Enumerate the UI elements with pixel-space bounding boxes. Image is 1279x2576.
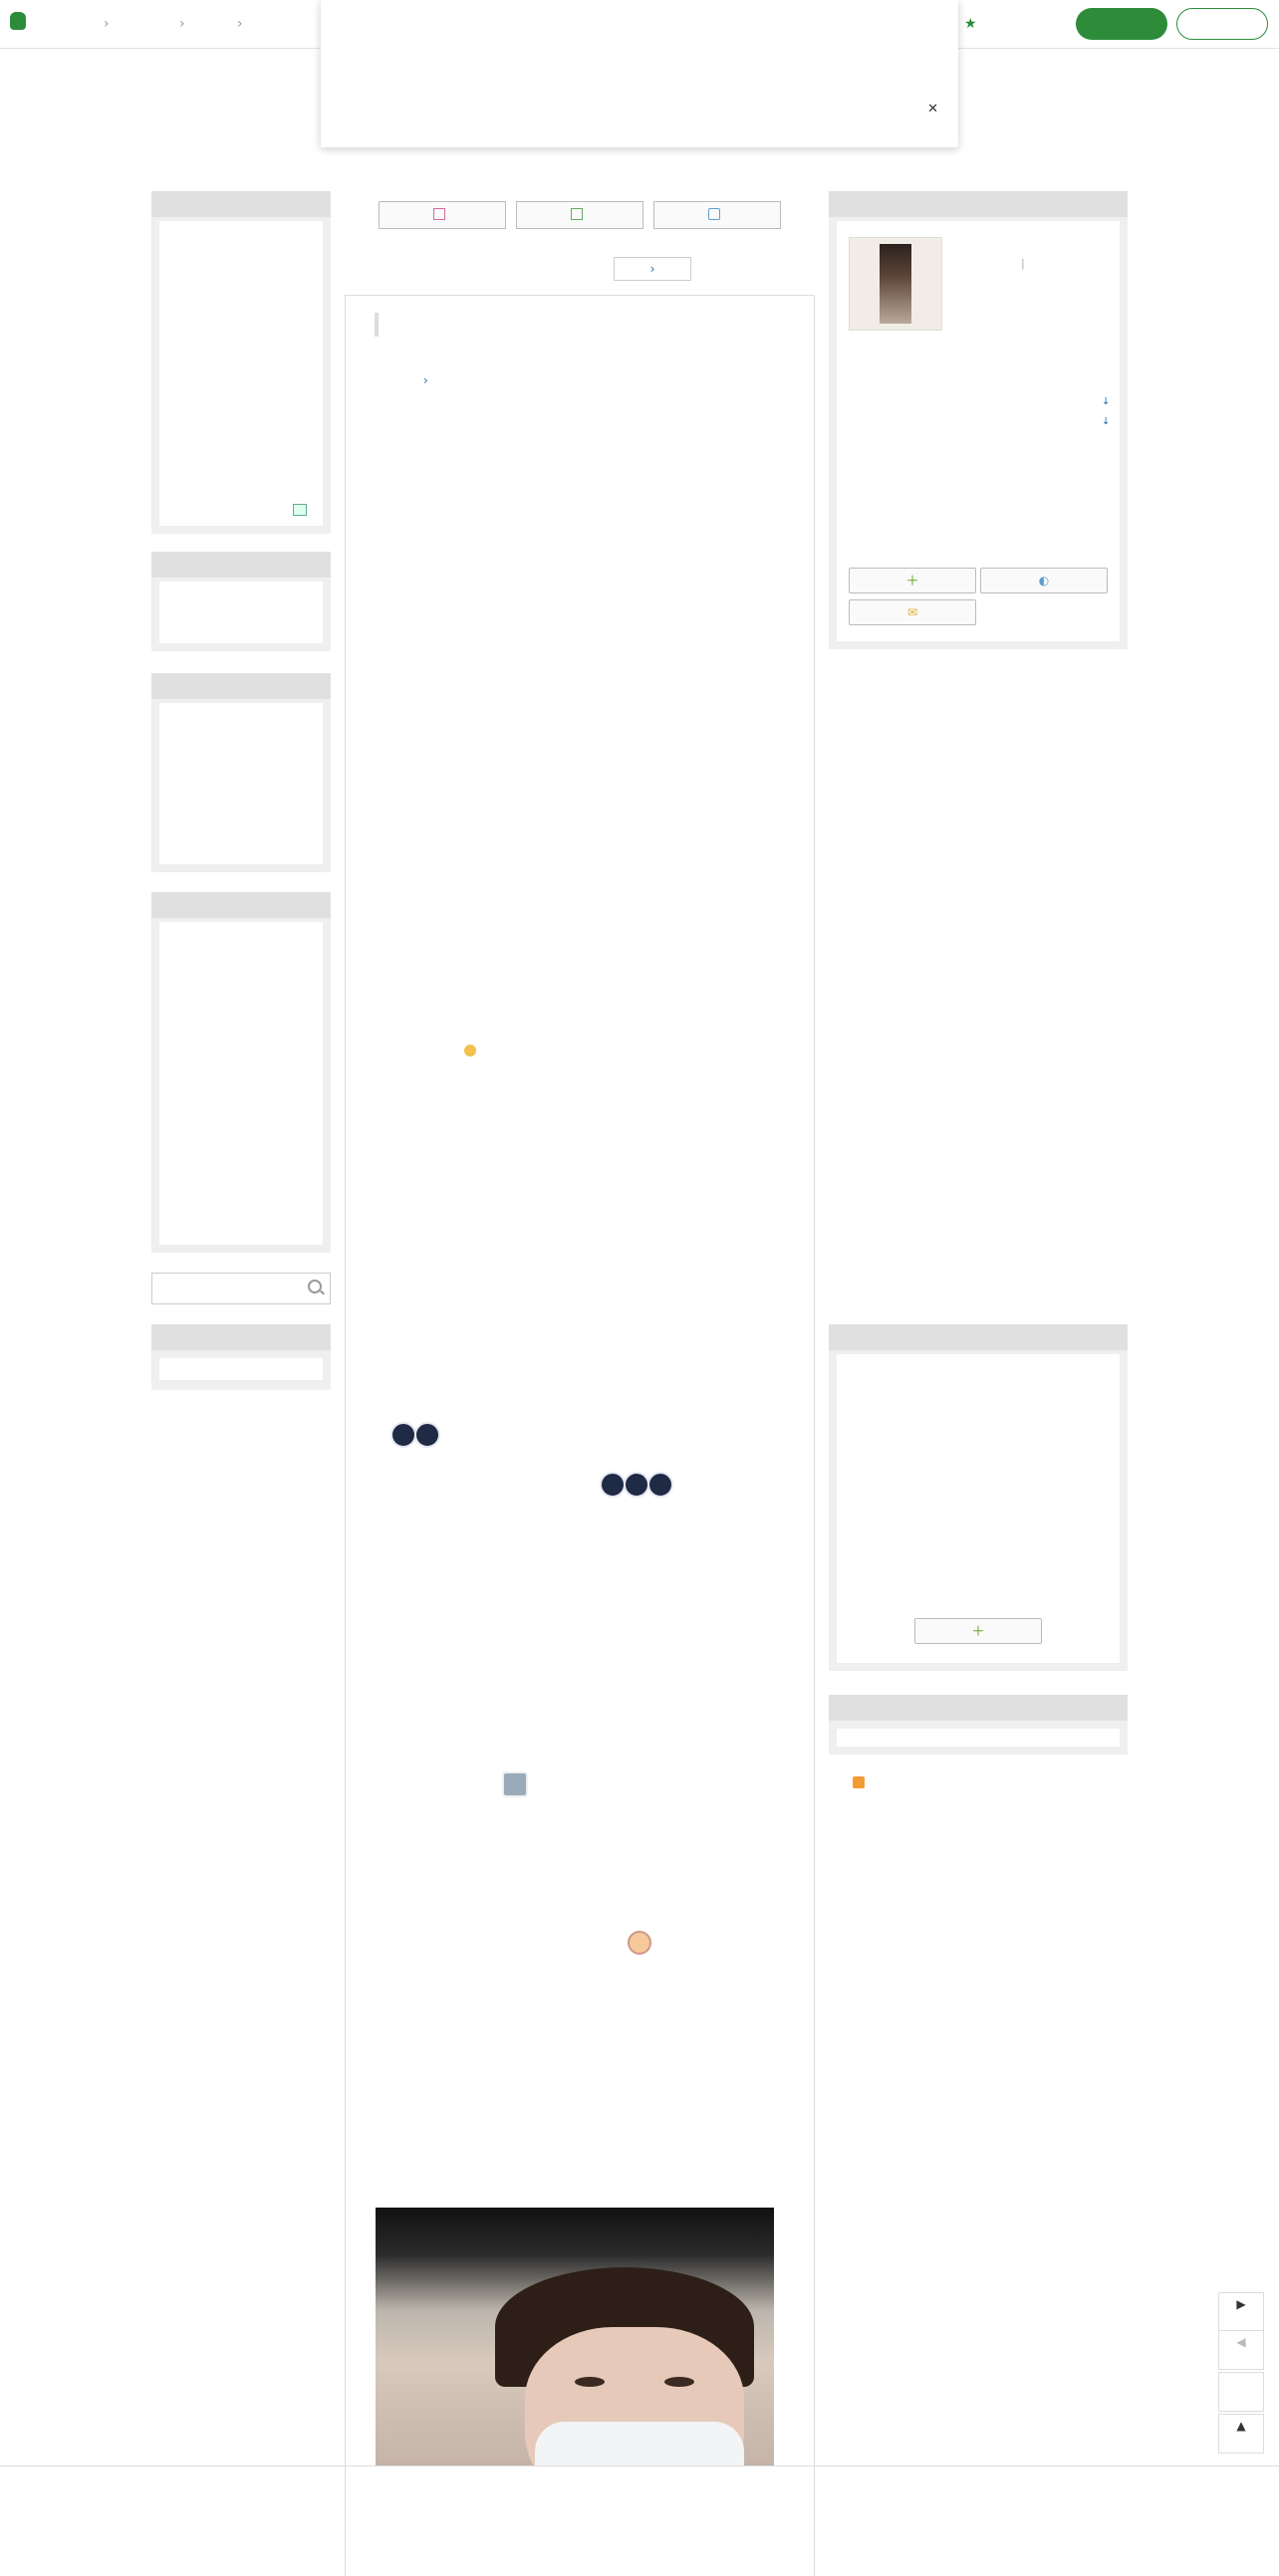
login-button[interactable] xyxy=(1176,8,1268,40)
calendar-inner xyxy=(159,703,323,864)
sparkle-emoji-icon xyxy=(464,1045,476,1056)
back-to-top-button[interactable] xyxy=(1218,2414,1264,2454)
camera-icon xyxy=(708,208,720,220)
amember-button[interactable] xyxy=(980,568,1108,593)
crying-face-emoji-icon-2 xyxy=(414,1422,440,1448)
article-list-button[interactable] xyxy=(516,201,643,229)
rss-icon xyxy=(853,1776,865,1788)
photo-eye-right xyxy=(664,2377,694,2387)
message-button[interactable] xyxy=(849,599,976,625)
cookie-banner xyxy=(321,0,958,147)
signup-button[interactable] xyxy=(1076,8,1167,40)
recent-articles-inner xyxy=(159,221,323,526)
list-icon xyxy=(571,208,583,220)
article-theme-link[interactable]: › xyxy=(423,373,428,387)
recent-image-more-link[interactable] xyxy=(293,504,311,518)
blog-search-input[interactable] xyxy=(151,1273,331,1304)
bookmark-box xyxy=(151,1324,331,1390)
arrow-down-icon-2: ↓ xyxy=(1102,416,1111,427)
article-list-float-button[interactable] xyxy=(1218,2372,1264,2412)
next-article-float-button[interactable] xyxy=(1218,2292,1264,2332)
avatar[interactable] xyxy=(849,237,942,331)
prev-article-button[interactable] xyxy=(614,257,691,281)
nav-ameblo[interactable] xyxy=(237,16,249,32)
sleep-emoji-icon xyxy=(502,1771,528,1797)
photo-mask xyxy=(535,2422,744,2466)
photo-eye-left xyxy=(575,2377,605,2387)
home-icon xyxy=(433,208,445,220)
smile-emoji-icon xyxy=(628,1931,651,1955)
sad-face-emoji-icon-2 xyxy=(624,1472,649,1498)
play-icon: ▶ xyxy=(1236,2297,1246,2311)
bottom-divider xyxy=(0,2465,1279,2466)
followers-inner xyxy=(837,1354,1120,1663)
favorite-blogs-inner xyxy=(837,1729,1120,1747)
favorite-blogs-box xyxy=(829,1695,1128,1755)
envelope-icon: ✉ xyxy=(906,605,918,619)
favorite-blogs-heading xyxy=(829,1695,1128,1721)
recent-articles-box xyxy=(151,191,331,534)
image-list-button[interactable] xyxy=(653,201,781,229)
nav-pigg[interactable] xyxy=(179,16,191,32)
nav-home[interactable] xyxy=(104,16,116,32)
bookmark-heading xyxy=(151,1324,331,1350)
monthly-box xyxy=(151,892,331,1253)
search-icon[interactable] xyxy=(308,1280,322,1293)
blog-top-button[interactable] xyxy=(379,201,506,229)
avatar-photo xyxy=(880,244,911,324)
sad-face-emoji-icon xyxy=(600,1472,626,1498)
theme-heading xyxy=(151,552,331,578)
theme-box xyxy=(151,552,331,651)
plus-icon: ＋ xyxy=(905,574,918,587)
bookmark-inner xyxy=(159,1358,323,1380)
popular-blogs-link[interactable] xyxy=(964,16,980,32)
plus-icon-2: ＋ xyxy=(971,1624,984,1638)
sad-face-emoji-icon-3 xyxy=(647,1472,673,1498)
monthly-heading xyxy=(151,892,331,918)
arrow-up-icon: ▲ xyxy=(1236,2419,1246,2433)
calendar-heading xyxy=(151,673,331,699)
image-icon xyxy=(293,504,307,516)
recent-articles-heading xyxy=(151,191,331,217)
back-icon: ◀ xyxy=(1236,2335,1246,2349)
amember-icon: ◐ xyxy=(1038,574,1050,587)
profile-heading xyxy=(829,191,1128,217)
follow-button[interactable] xyxy=(849,568,976,593)
monthly-inner xyxy=(159,922,323,1245)
follow-button-2[interactable] xyxy=(914,1618,1042,1644)
crying-face-emoji-icon xyxy=(390,1422,416,1448)
arrow-down-icon: ↓ xyxy=(1102,396,1111,407)
star-icon: ★ xyxy=(964,16,977,32)
theme-item[interactable] xyxy=(169,597,319,601)
close-icon: ✕ xyxy=(927,102,938,117)
article-photo[interactable] xyxy=(376,2208,774,2466)
link-divider: | xyxy=(1021,257,1025,270)
theme-inner xyxy=(159,582,323,643)
prev-article-float-button[interactable] xyxy=(1218,2330,1264,2370)
frog-logo-icon xyxy=(10,12,26,30)
chevron-right-icon: › xyxy=(649,262,655,276)
calendar-box xyxy=(151,673,331,872)
ameba-logo[interactable] xyxy=(10,12,30,33)
followers-heading xyxy=(829,1324,1128,1350)
article-title[interactable] xyxy=(375,313,392,337)
cookie-close-button[interactable] xyxy=(927,102,938,117)
